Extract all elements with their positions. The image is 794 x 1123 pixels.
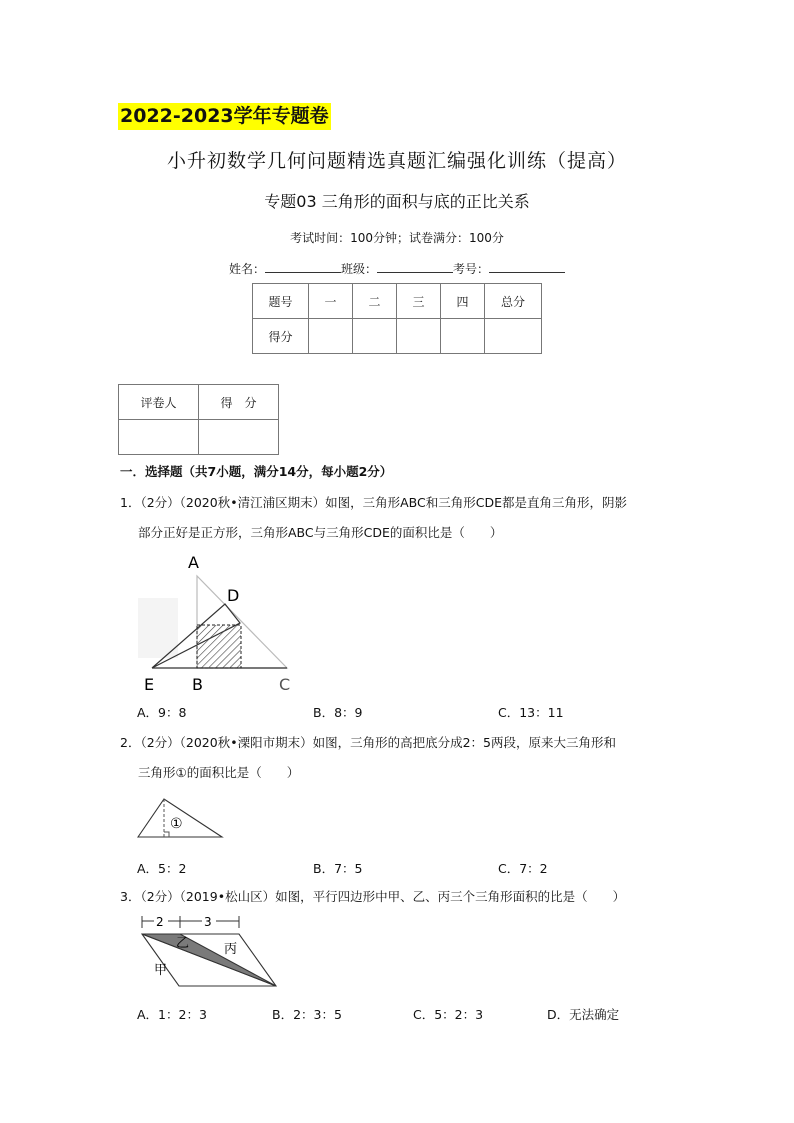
score-header-cell: 三	[397, 284, 441, 319]
question-2-text	[120, 728, 680, 788]
point-label-b: B	[192, 675, 203, 694]
score-table-header-row	[253, 284, 542, 319]
score-cell[interactable]	[353, 319, 397, 354]
dim-label-2: 2	[156, 916, 164, 929]
q2-option-a[interactable]: A．5：2	[137, 861, 187, 876]
question-3-figure	[136, 916, 281, 992]
exam-info: 考试时间：100分钟；试卷满分：100分	[290, 231, 504, 245]
page-subtitle: 专题03 三角形的面积与底的正比关系	[264, 192, 530, 211]
q1-option-c[interactable]: C．13：11	[498, 705, 564, 720]
question-1-text	[120, 488, 680, 548]
name-blank[interactable]	[265, 260, 341, 273]
label-jia: 甲	[154, 963, 168, 978]
point-label-a: A	[188, 553, 199, 572]
score-row-label: 得分	[253, 319, 309, 354]
triangle-1-label: ①	[170, 816, 183, 832]
q3-option-d[interactable]: D．无法确定	[547, 1007, 620, 1022]
label-yi: 乙	[176, 936, 190, 951]
q1-option-a[interactable]: A．9：8	[137, 705, 187, 720]
id-label: 考号：	[453, 262, 490, 276]
grader-header-cell: 评卷人	[119, 385, 199, 420]
question-1-line1: 1．（2分）（2020秋•清江浦区期末）如图，三角形ABC和三角形CDE都是直角三角形，阴影	[120, 495, 627, 510]
id-blank[interactable]	[489, 260, 565, 273]
score-table-score-row	[253, 319, 542, 354]
q2-option-b[interactable]: B．7：5	[313, 861, 363, 876]
score-cell[interactable]	[441, 319, 485, 354]
score-header-cell: 四	[441, 284, 485, 319]
right-angle-mark	[164, 832, 169, 837]
score-header-cell: 二	[353, 284, 397, 319]
figure-smudge	[138, 598, 178, 658]
question-2-line2: 三角形①的面积比是（ ）	[138, 765, 300, 780]
score-header-cell: 题号	[253, 284, 309, 319]
question-2-line1: 2．（2分）（2020秋•溧阳市期末）如图，三角形的高把底分成2：5两段，原来大三角形和	[120, 735, 616, 750]
class-label: 班级：	[340, 262, 377, 276]
grader-cell[interactable]	[119, 420, 199, 455]
class-blank[interactable]	[377, 260, 453, 273]
section-heading: 一．选择题（共7小题，满分14分，每小题2分）	[120, 464, 393, 479]
diagonal-line	[142, 934, 276, 986]
question-3-text	[120, 882, 700, 912]
page-title: 小升初数学几何问题精选真题汇编强化训练（提高）	[166, 150, 627, 172]
student-info-line	[0, 260, 794, 277]
question-1-figure	[130, 548, 300, 698]
q3-option-c[interactable]: C．5：2：3	[413, 1007, 484, 1022]
label-bing: 丙	[224, 942, 238, 957]
q2-option-c[interactable]: C．7：2	[498, 861, 548, 876]
score-cell[interactable]	[485, 319, 542, 354]
point-label-c: C	[279, 675, 291, 694]
score-cell[interactable]	[309, 319, 353, 354]
q1-option-b[interactable]: B．8：9	[313, 705, 363, 720]
grader-header-cell: 得 分	[199, 385, 279, 420]
question-3-line1: 3．（2分）（2019•松山区）如图，平行四边形中甲、乙、丙三个三角形面积的比是（ ）	[120, 889, 626, 904]
score-table	[252, 283, 542, 354]
score-header-cell: 总分	[485, 284, 542, 319]
name-label: 姓名：	[228, 262, 265, 276]
question-2-figure	[134, 795, 229, 843]
grader-cell[interactable]	[199, 420, 279, 455]
year-badge: 2022-2023学年专题卷	[118, 103, 331, 130]
question-1-line2: 部分正好是正方形，三角形ABC与三角形CDE的面积比是（ ）	[138, 525, 503, 540]
q3-option-a[interactable]: A．1：2：3	[137, 1007, 207, 1022]
dim-label-3: 3	[204, 916, 212, 929]
score-cell[interactable]	[397, 319, 441, 354]
score-header-cell: 一	[309, 284, 353, 319]
q3-option-b[interactable]: B．2：3：5	[272, 1007, 342, 1022]
shaded-square	[197, 625, 241, 668]
point-label-d: D	[227, 586, 240, 605]
point-label-e: E	[144, 675, 155, 694]
grader-table	[118, 384, 279, 455]
